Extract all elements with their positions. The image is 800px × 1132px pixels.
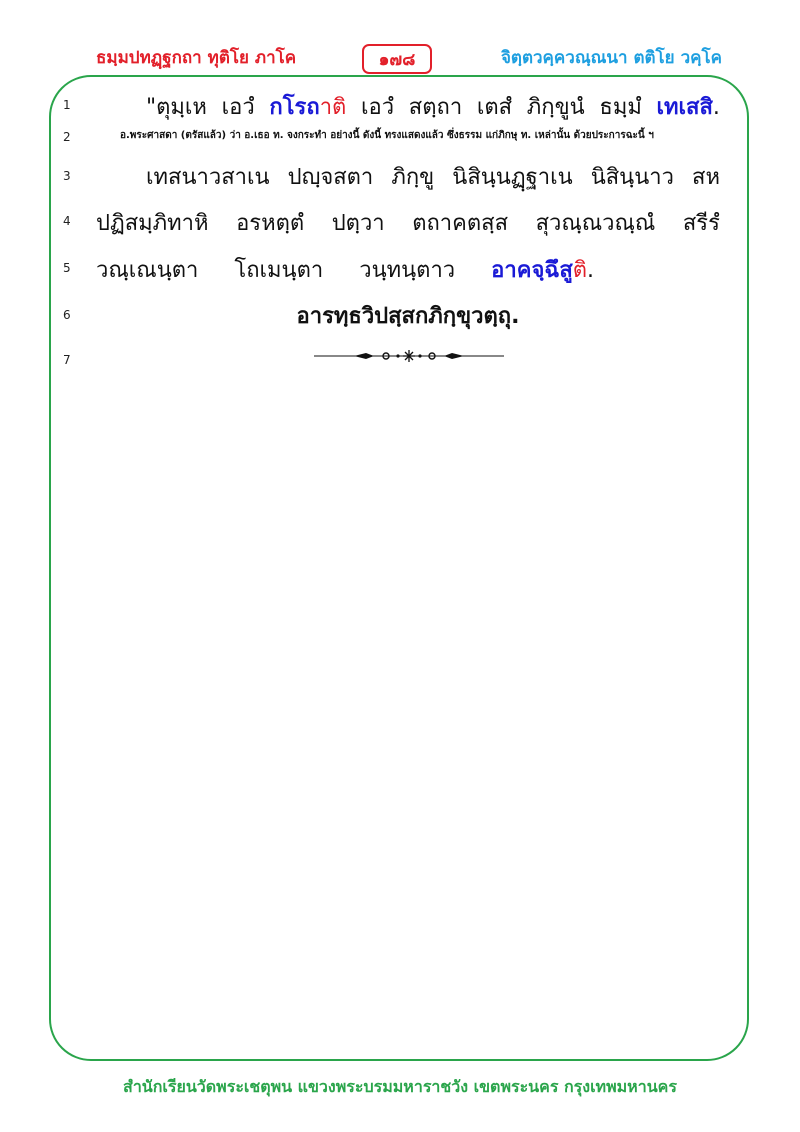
word: สตฺถา xyxy=(408,95,463,120)
word: โถเมนฺตา xyxy=(234,258,324,283)
word: เตสํ xyxy=(476,95,513,120)
word: ภิกฺขู xyxy=(391,165,435,190)
word: "ตุมฺเห xyxy=(146,95,207,120)
highlight-blue: เทเสสิ xyxy=(656,95,713,120)
header-right-title: จิตฺตวคฺควณฺณนา ตติโย วคฺโค xyxy=(500,48,722,68)
line-number: 7 xyxy=(63,353,71,367)
period: . xyxy=(587,258,595,283)
highlight-blue: อาคจฺฉึสู xyxy=(491,258,573,283)
highlight-red: าติ xyxy=(319,95,347,120)
word: เอวํ xyxy=(361,95,395,120)
highlighted-word xyxy=(491,258,594,283)
line-number: 4 xyxy=(63,214,71,228)
line-number: 5 xyxy=(63,261,71,275)
page-number-box xyxy=(362,44,432,74)
word: นิสินฺนฏฺฐาเน xyxy=(452,165,573,190)
highlight-blue: กโรถ xyxy=(269,95,320,120)
word: สรีรํ xyxy=(682,211,720,236)
highlight-red: ติ xyxy=(572,258,588,283)
word: สุวณฺณวณฺณํ xyxy=(535,211,656,236)
text-line-4 xyxy=(96,205,720,240)
word: ธมฺมํ xyxy=(599,95,642,120)
line-number: 3 xyxy=(63,169,71,183)
word: สห xyxy=(692,165,720,190)
word: วนฺทนฺตาว xyxy=(359,258,456,283)
line-number: 6 xyxy=(63,308,71,322)
header-left-title: ธมฺมปทฏฺฐกถา ทุติโย ภาโค xyxy=(96,48,297,68)
line-number: 2 xyxy=(63,130,71,144)
line-number: 1 xyxy=(63,98,71,112)
footer-institution: สำนักเรียนวัดพระเชตุพน แขวงพระบรมมหาราชวัง เขตพระนคร กรุงเทพมหานคร xyxy=(123,1077,677,1096)
divider-ornament xyxy=(314,349,504,363)
word: ปญฺจสตา xyxy=(287,165,374,190)
text-line-3 xyxy=(146,159,720,194)
text-line-1 xyxy=(146,89,720,124)
story-title: อารทฺธวิปสฺสกภิกฺขุวตฺถุ. xyxy=(296,304,520,329)
period: . xyxy=(712,95,720,120)
word: ปตฺวา xyxy=(331,211,385,236)
highlighted-word xyxy=(269,89,346,124)
translation-line-2: อ.พระศาสดา (ตรัสแล้ว) ว่า อ.เธอ ท. จงกระทำ อย่างนี้ ดังนี้ ทรงแสดงแล้ว ซึ่งธรรม แก่ภิกษุ ท. เหล่านั้น ด้วยประการฉะนี้ ฯ xyxy=(120,130,654,141)
page-number: ๑๗๘ xyxy=(378,49,416,70)
word: วณฺเณนฺตา xyxy=(96,258,199,283)
word: เทสนาวสาเน xyxy=(146,165,270,190)
word: เอวํ xyxy=(221,95,255,120)
word: ปฏิสมฺภิทาหิ xyxy=(96,211,209,236)
word: ตถาคตสฺส xyxy=(412,211,509,236)
text-line-5 xyxy=(96,252,720,287)
word: นิสินฺนาว xyxy=(590,165,674,190)
word: ภิกฺขูนํ xyxy=(526,95,585,120)
highlighted-word xyxy=(657,89,720,124)
word: อรหตฺตํ xyxy=(236,211,305,236)
